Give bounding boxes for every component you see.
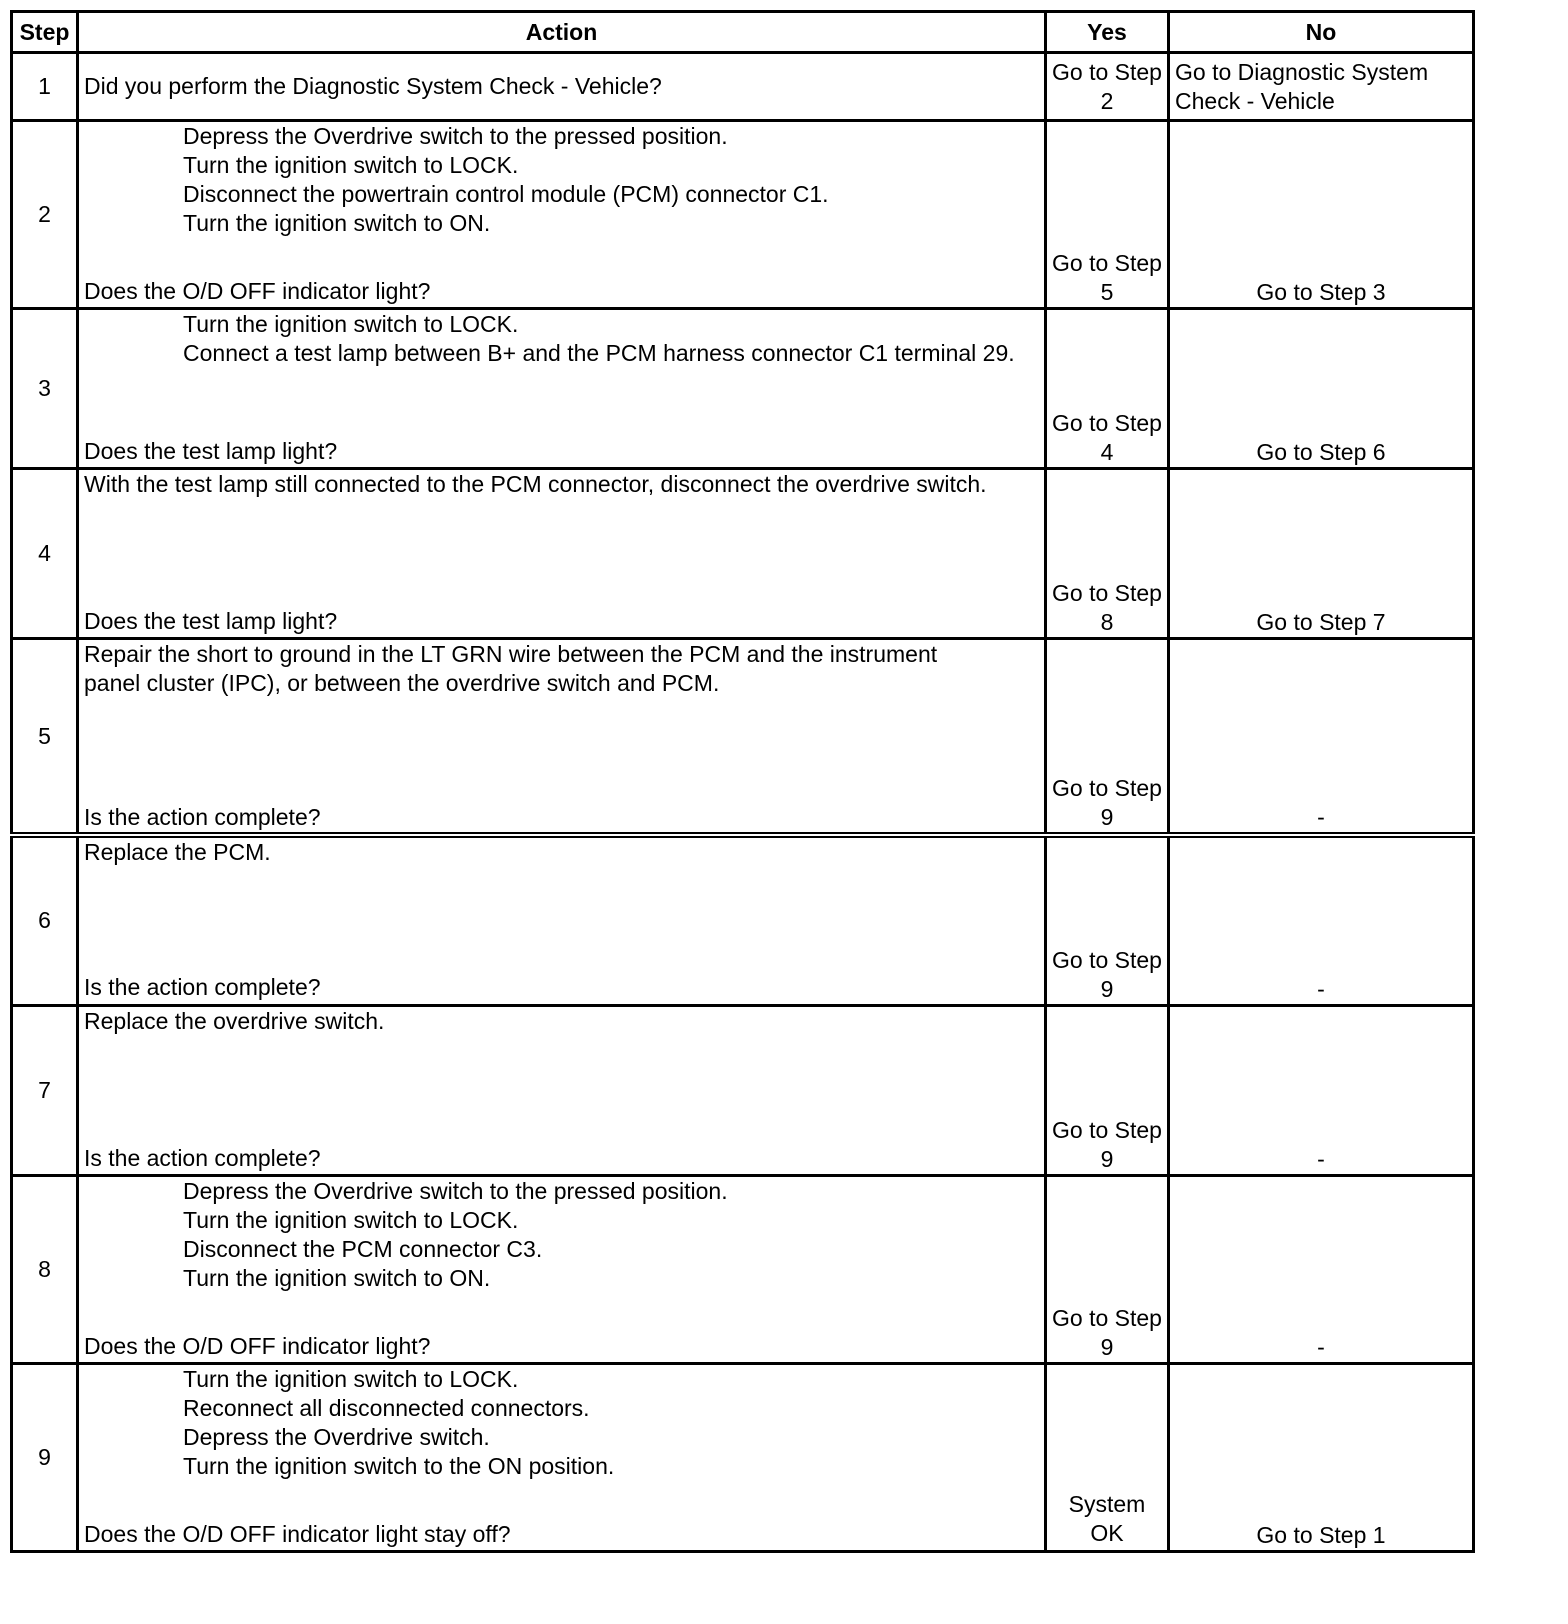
step-number: 5 <box>12 639 78 836</box>
step-number: 9 <box>12 1363 78 1551</box>
action-text: Did you perform the Diagnostic System Check - Vehicle? <box>84 73 662 99</box>
action-cell <box>78 1005 1046 1175</box>
no-cell: Go to Step 3 <box>1169 121 1474 309</box>
table-row <box>12 1005 1474 1175</box>
action-text: With the test lamp still connected to the PCM connector, disconnect the overdrive switch. <box>84 471 987 497</box>
action-cell <box>78 121 1046 309</box>
action-step: Disconnect the powertrain control module (PCM) connector C1. <box>183 181 829 207</box>
action-step: Disconnect the PCM connector C3. <box>183 1235 543 1262</box>
action-text: Replace the PCM. <box>84 839 271 865</box>
yes-cell: Go to Step 9 <box>1046 639 1169 836</box>
table-row <box>12 1175 1474 1363</box>
action-cell <box>78 1175 1046 1363</box>
action-question: Does the test lamp light? <box>84 438 338 464</box>
action-cell <box>78 835 1046 1005</box>
no-cell: Go to Diagnostic System Check - Vehicle <box>1169 53 1474 121</box>
action-steps <box>84 310 1039 368</box>
yes-cell: Go to Step 4 <box>1046 309 1169 469</box>
action-question: Is the action complete? <box>84 1144 321 1171</box>
step-number: 8 <box>12 1175 78 1363</box>
action-step: Turn the ignition switch to LOCK. <box>183 311 519 337</box>
yes-cell: System OK <box>1046 1363 1169 1551</box>
action-question: Is the action complete? <box>84 974 321 1000</box>
action-text: Repair the short to ground in the LT GRN wire between the PCM and the instrument panel cluster (IPC), or between the overdrive switch and PCM. <box>84 641 938 696</box>
action-cell <box>78 639 1046 836</box>
action-step: Turn the ignition switch to ON. <box>183 210 491 236</box>
action-step: Turn the ignition switch to LOCK. <box>183 1206 519 1233</box>
action-steps <box>84 1177 1039 1293</box>
table-row <box>12 121 1474 309</box>
header-yes: Yes <box>1046 12 1169 53</box>
action-steps <box>84 1365 1039 1481</box>
table-row <box>12 309 1474 469</box>
action-step: Connect a test lamp between B+ and the PCM harness connector C1 terminal 29. <box>183 340 1015 366</box>
yes-cell: Go to Step 8 <box>1046 469 1169 639</box>
step-number: 1 <box>12 53 78 121</box>
yes-cell: Go to Step 9 <box>1046 1175 1169 1363</box>
step-number: 3 <box>12 309 78 469</box>
no-cell: - <box>1169 835 1474 1005</box>
table-row <box>12 1363 1474 1551</box>
action-cell <box>78 309 1046 469</box>
action-steps <box>84 122 1039 238</box>
action-question: Does the O/D OFF indicator light stay off? <box>84 1520 511 1547</box>
yes-cell: Go to Step 9 <box>1046 1005 1169 1175</box>
action-step: Depress the Overdrive switch to the pressed position. <box>183 123 728 149</box>
header-row <box>12 12 1474 53</box>
no-cell: - <box>1169 1005 1474 1175</box>
table-row <box>12 469 1474 639</box>
yes-cell: Go to Step 9 <box>1046 835 1169 1005</box>
action-text: Replace the overdrive switch. <box>84 1007 385 1034</box>
step-number: 4 <box>12 469 78 639</box>
action-question: Does the O/D OFF indicator light? <box>84 278 431 304</box>
no-cell: Go to Step 6 <box>1169 309 1474 469</box>
action-step: Depress the Overdrive switch to the pressed position. <box>183 1177 728 1204</box>
no-cell: - <box>1169 639 1474 836</box>
table-row <box>12 53 1474 121</box>
yes-cell: Go to Step 5 <box>1046 121 1169 309</box>
action-step: Reconnect all disconnected connectors. <box>183 1394 590 1421</box>
action-step: Depress the Overdrive switch. <box>183 1423 490 1450</box>
no-cell: Go to Step 1 <box>1169 1363 1474 1551</box>
header-no: No <box>1169 12 1474 53</box>
header-action: Action <box>78 12 1046 53</box>
action-question: Does the O/D OFF indicator light? <box>84 1332 431 1359</box>
no-cell: Go to Step 7 <box>1169 469 1474 639</box>
header-step: Step <box>12 12 78 53</box>
step-number: 6 <box>12 835 78 1005</box>
action-cell <box>78 53 1046 121</box>
table-row <box>12 639 1474 836</box>
step-number: 2 <box>12 121 78 309</box>
action-cell <box>78 469 1046 639</box>
diagnostic-table <box>10 10 1475 1553</box>
action-step: Turn the ignition switch to the ON position. <box>183 1452 615 1479</box>
step-number: 7 <box>12 1005 78 1175</box>
action-step: Turn the ignition switch to LOCK. <box>183 1365 519 1392</box>
action-cell <box>78 1363 1046 1551</box>
action-step: Turn the ignition switch to ON. <box>183 1264 491 1291</box>
no-cell: - <box>1169 1175 1474 1363</box>
action-step: Turn the ignition switch to LOCK. <box>183 152 519 178</box>
table-row <box>12 835 1474 1005</box>
yes-cell: Go to Step 2 <box>1046 53 1169 121</box>
action-question: Does the test lamp light? <box>84 608 338 634</box>
action-question: Is the action complete? <box>84 804 321 830</box>
